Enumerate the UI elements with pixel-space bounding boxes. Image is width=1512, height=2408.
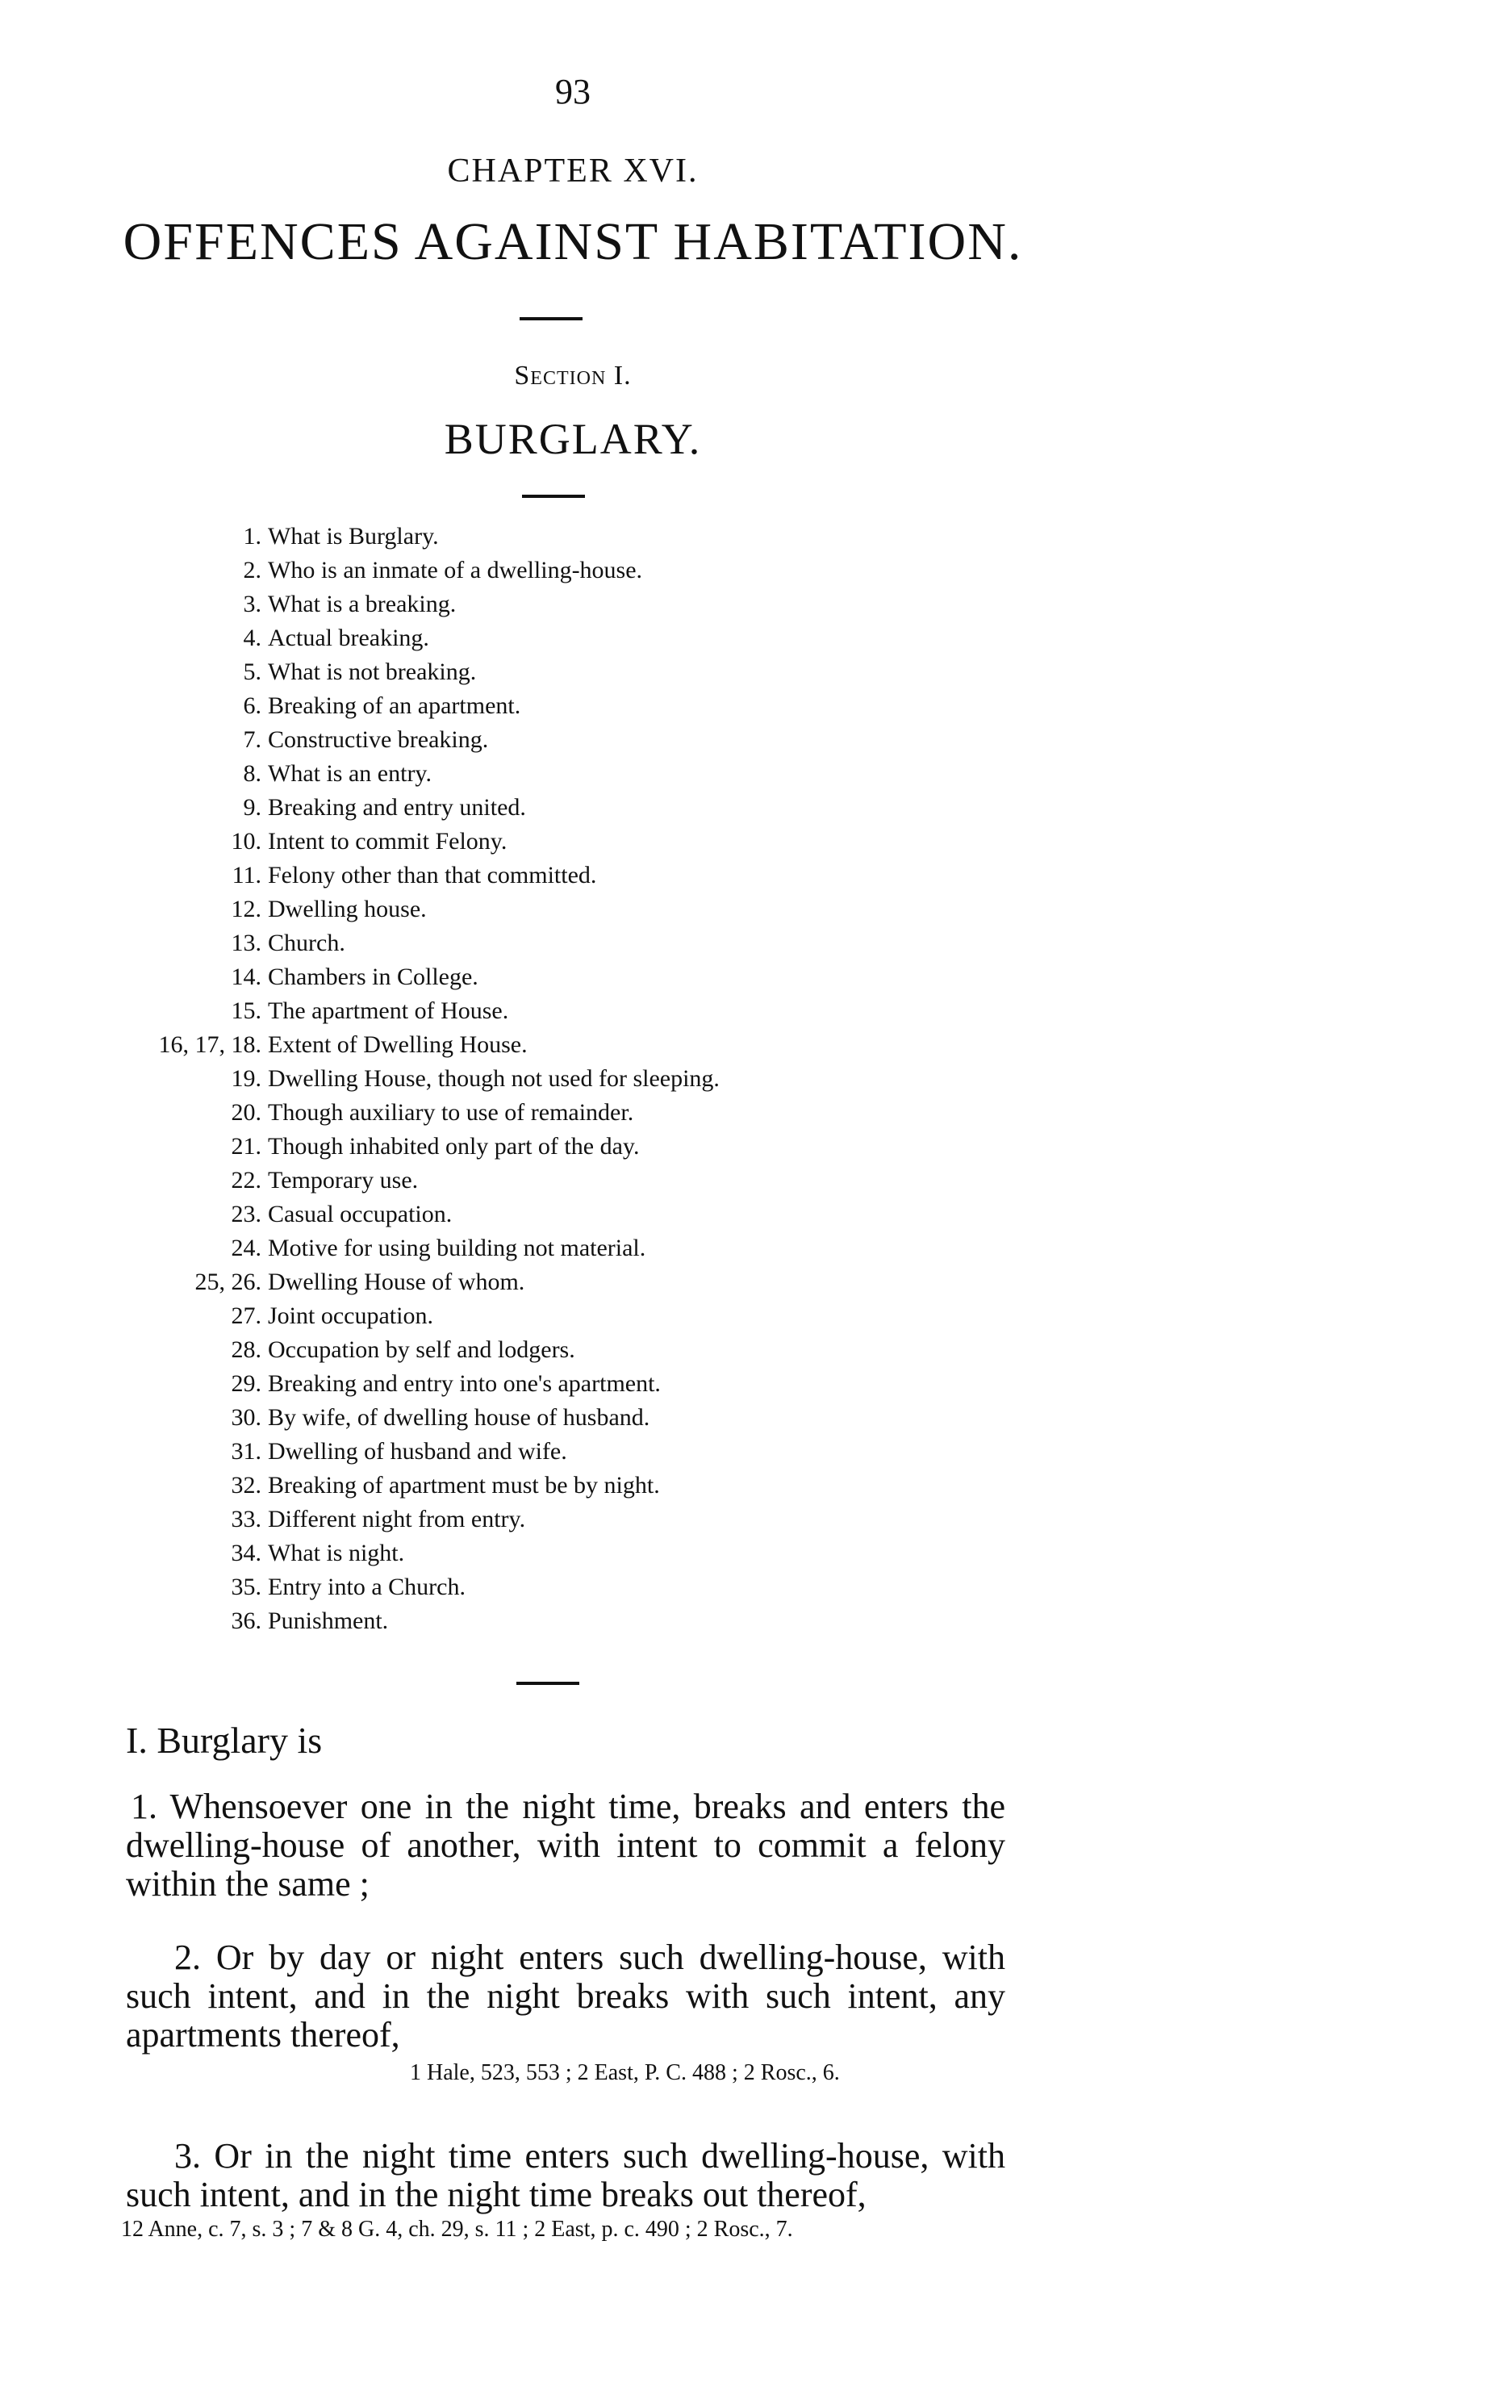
contents-item-text: Though auxiliary to use of remainder. bbox=[268, 1099, 634, 1126]
contents-item-text: Constructive breaking. bbox=[268, 726, 489, 753]
contents-item-text: Entry into a Church. bbox=[268, 1574, 466, 1600]
contents-item-text: Felony other than that committed. bbox=[268, 862, 597, 888]
contents-item-number: 1. bbox=[243, 523, 261, 550]
contents-item-number: 31. bbox=[231, 1438, 261, 1465]
contents-item bbox=[0, 828, 1210, 862]
contents-item-number: 3. bbox=[243, 591, 261, 617]
contents-item-text: Temporary use. bbox=[268, 1167, 419, 1194]
contents-item-number: 29. bbox=[231, 1370, 261, 1397]
contents-item bbox=[0, 760, 1210, 794]
contents-item-number: 33. bbox=[231, 1506, 261, 1532]
contents-item bbox=[0, 896, 1210, 930]
contents-item-number: 11. bbox=[232, 862, 261, 888]
contents-item-text: Who is an inmate of a dwelling-house. bbox=[268, 557, 643, 583]
page-number: 93 bbox=[555, 72, 591, 111]
contents-item-text: Though inhabited only part of the day. bbox=[268, 1133, 640, 1160]
contents-item bbox=[0, 1099, 1210, 1133]
contents-item-text: Casual occupation. bbox=[268, 1201, 453, 1227]
contents-item-number: 15. bbox=[231, 997, 261, 1024]
contents-item-number: 30. bbox=[231, 1404, 261, 1431]
contents-list bbox=[0, 523, 1210, 1641]
contents-item-text: Chambers in College. bbox=[268, 964, 478, 990]
contents-item bbox=[0, 1269, 1210, 1302]
chapter-title: OFFENCES AGAINST HABITATION. bbox=[123, 212, 1023, 271]
contents-item-number: 22. bbox=[231, 1167, 261, 1194]
contents-item bbox=[0, 726, 1210, 760]
contents-item bbox=[0, 862, 1210, 896]
contents-item bbox=[0, 1607, 1210, 1641]
contents-item bbox=[0, 692, 1210, 726]
contents-item-text: Punishment. bbox=[268, 1607, 389, 1634]
contents-item bbox=[0, 625, 1210, 658]
section-label: Section I. bbox=[514, 361, 632, 391]
contents-item bbox=[0, 997, 1210, 1031]
contents-item-text: Occupation by self and lodgers. bbox=[268, 1336, 575, 1363]
divider-rule bbox=[516, 1682, 579, 1685]
contents-item-text: What is Burglary. bbox=[268, 523, 439, 550]
contents-item-text: Dwelling House of whom. bbox=[268, 1269, 525, 1295]
contents-item-text: Church. bbox=[268, 930, 345, 956]
contents-item bbox=[0, 1472, 1210, 1506]
contents-item bbox=[0, 523, 1210, 557]
contents-item-text: Actual breaking. bbox=[268, 625, 429, 651]
contents-item-text: Dwelling house. bbox=[268, 896, 427, 922]
divider-rule bbox=[522, 495, 585, 498]
contents-item-text: What is night. bbox=[268, 1540, 405, 1566]
contents-item-text: By wife, of dwelling house of husband. bbox=[268, 1404, 650, 1431]
contents-item bbox=[0, 930, 1210, 964]
divider-rule bbox=[520, 317, 583, 320]
contents-item bbox=[0, 1031, 1210, 1065]
contents-item-number: 20. bbox=[231, 1099, 261, 1126]
contents-item-text: The apartment of House. bbox=[268, 997, 509, 1024]
contents-item bbox=[0, 794, 1210, 828]
contents-item-text: Breaking and entry into one's apartment. bbox=[268, 1370, 661, 1397]
contents-item bbox=[0, 1133, 1210, 1167]
contents-item bbox=[0, 658, 1210, 692]
contents-item-number: 28. bbox=[231, 1336, 261, 1363]
contents-item-text: What is not breaking. bbox=[268, 658, 477, 685]
contents-item-number: 2. bbox=[243, 557, 261, 583]
contents-item bbox=[0, 1235, 1210, 1269]
contents-item-text: Joint occupation. bbox=[268, 1302, 433, 1329]
contents-item bbox=[0, 1370, 1210, 1404]
contents-item bbox=[0, 964, 1210, 997]
contents-item bbox=[0, 1065, 1210, 1099]
contents-item-number: 19. bbox=[231, 1065, 261, 1092]
contents-item bbox=[0, 1540, 1210, 1574]
contents-item-number: 36. bbox=[231, 1607, 261, 1634]
contents-item-text: Different night from entry. bbox=[268, 1506, 526, 1532]
contents-item-number: 9. bbox=[243, 794, 261, 821]
contents-item bbox=[0, 1336, 1210, 1370]
contents-item bbox=[0, 1438, 1210, 1472]
contents-item-number: 7. bbox=[243, 726, 261, 753]
contents-item bbox=[0, 557, 1210, 591]
contents-item-number: 13. bbox=[231, 930, 261, 956]
contents-item-number: 10. bbox=[231, 828, 261, 855]
contents-item-text: Dwelling of husband and wife. bbox=[268, 1438, 567, 1465]
contents-item-number: 27. bbox=[231, 1302, 261, 1329]
contents-item-text: Extent of Dwelling House. bbox=[268, 1031, 528, 1058]
contents-item-text: Breaking and entry united. bbox=[268, 794, 526, 821]
contents-item-number: 6. bbox=[243, 692, 261, 719]
contents-item-text: What is an entry. bbox=[268, 760, 432, 787]
contents-item-number: 24. bbox=[231, 1235, 261, 1261]
section-heading: BURGLARY. bbox=[444, 415, 702, 463]
contents-item bbox=[0, 1574, 1210, 1607]
contents-item-text: Breaking of apartment must be by night. bbox=[268, 1472, 660, 1499]
contents-item-number: 23. bbox=[231, 1201, 261, 1227]
citation-2: 12 Anne, c. 7, s. 3 ; 7 & 8 G. 4, ch. 29, s. 11 ; 2 East, p. c. 490 ; 2 Rosc., 7. bbox=[121, 2217, 793, 2242]
chapter-label: CHAPTER XVI. bbox=[447, 153, 699, 190]
contents-item-number: 25, 26. bbox=[194, 1269, 261, 1295]
contents-item-text: Breaking of an apartment. bbox=[268, 692, 521, 719]
contents-item-number: 12. bbox=[231, 896, 261, 922]
contents-item bbox=[0, 591, 1210, 625]
contents-item-number: 5. bbox=[243, 658, 261, 685]
contents-item-text: What is a breaking. bbox=[268, 591, 457, 617]
contents-item-number: 35. bbox=[231, 1574, 261, 1600]
paragraph-3: 3. Or in the night time enters such dwelling-house, with such intent, and in the night time breaks out thereof, bbox=[126, 2136, 1005, 2214]
contents-item-number: 34. bbox=[231, 1540, 261, 1566]
contents-item-number: 21. bbox=[231, 1133, 261, 1160]
contents-item-number: 8. bbox=[243, 760, 261, 787]
citation-1: 1 Hale, 523, 553 ; 2 East, P. C. 488 ; 2 Rosc., 6. bbox=[410, 2060, 840, 2085]
contents-item-number: 16, 17, 18. bbox=[158, 1031, 261, 1058]
body-lead: I. Burglary is bbox=[126, 1720, 323, 1761]
contents-item bbox=[0, 1201, 1210, 1235]
contents-item bbox=[0, 1404, 1210, 1438]
contents-item bbox=[0, 1302, 1210, 1336]
contents-item bbox=[0, 1506, 1210, 1540]
contents-item-number: 14. bbox=[231, 964, 261, 990]
contents-item-number: 4. bbox=[243, 625, 261, 651]
contents-item-text: Motive for using building not material. bbox=[268, 1235, 646, 1261]
contents-item-text: Intent to commit Felony. bbox=[268, 828, 507, 855]
paragraph-1: 1. Whensoever one in the night time, breaks and enters the dwelling-house of another, with intent to commit a felony within the same ; bbox=[126, 1787, 1005, 1904]
contents-item-text: Dwelling House, though not used for sleeping. bbox=[268, 1065, 720, 1092]
contents-item-number: 32. bbox=[231, 1472, 261, 1499]
contents-item bbox=[0, 1167, 1210, 1201]
paragraph-2: 2. Or by day or night enters such dwelling-house, with such intent, and in the night breaks with such intent, any apartments thereof, bbox=[126, 1938, 1005, 2055]
